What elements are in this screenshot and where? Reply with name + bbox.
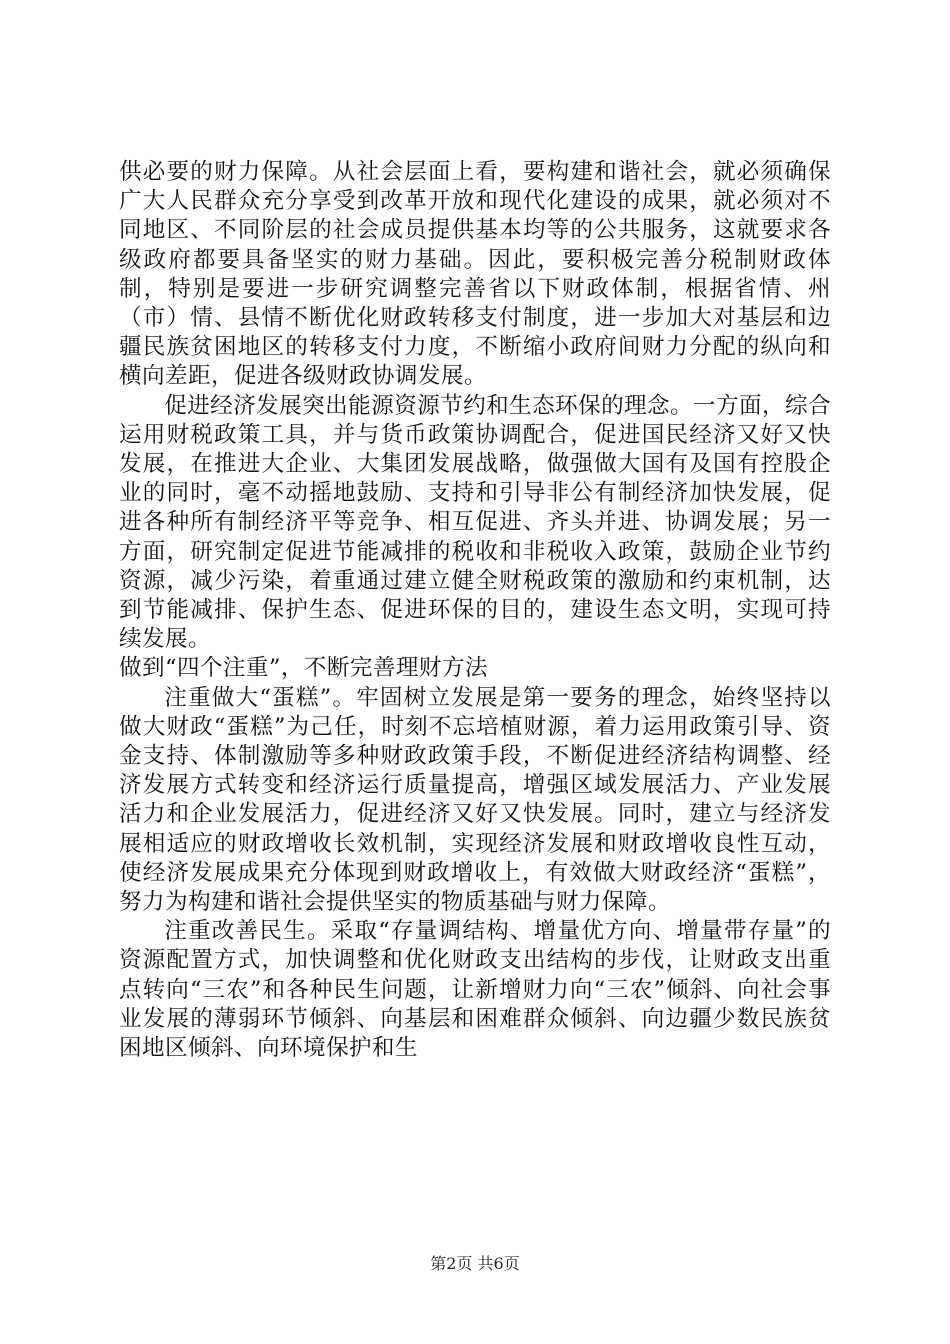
paragraph-2: 促进经济发展突出能源资源节约和生态环保的理念。一方面，综合运用财税政策工具，并与货币政策协调配合，促进国民经济又好又快发展，在推进大企业、大集团发展战略，做强做大国有及国有控股企业的同时，毫不动摇地鼓励、支持和引导非公有制经济加快发展，促进各种所有制经济平等竞争、相互促进、齐头并进、协调发展；另一方面，研究制定促进节能减排的税收和非税收入政策，鼓励企业节约资源，减少污染，着重通过建立健全财税政策的激励和约束机制，达到节能减排、保护生态、促进环保的目的，建设生态文明，实现可持续发展。	[119, 392, 832, 653]
page-footer: 第2页 共6页	[430, 1254, 520, 1273]
paragraph-3: 注重做大“蛋糕”。牢固树立发展是第一要务的理念，始终坚持以做大财政“蛋糕”为己任，时刻不忘培植财源，着力运用政策引导、资金支持、体制激励等多种财政政策手段，不断促进经济结构调整、经济发展方式转变和经济运行质量提高，增强区域发展活力、产业发展活力和企业发展活力，促进经济又好又快发展。同时，建立与经济发展相适应的财政增收长效机制，实现经济发展和财政增收良性互动，使经济发展成果充分体现到财政增收上，有效做大财政经济“蛋糕”，努力为构建和谐社会提供坚实的物质基础与财力保障。	[119, 684, 831, 916]
paragraph-1: 供必要的财力保障。从社会层面上看，要构建和谐社会，就必须确保广大人民群众充分享受到改革开放和现代化建设的成果，就必须对不同地区、不同阶层的社会成员提供基本均等的公共服务，这就要求各级政府都要具备坚实的财力基础。因此，要积极完善分税制财政体制，特别是要进一步研究调整完善省以下财政体制，根据省情、州（市）情、县情不断优化财政转移支付制度，进一步加大对基层和边疆民族贫困地区的转移支付力度，不断缩小政府间财力分配的纵向和横向差距，促进各级财政协调发展。	[119, 159, 831, 390]
paragraph-4: 注重改善民生。采取“存量调结构、增量优方向、增量带存量”的资源配置方式，加快调整和优化财政支出结构的步伐，让财政支出重点转向“三农”和各种民生问题，让新增财力向“三农”倾斜、向社会事业发展的薄弱环节倾斜、向基层和困难群众倾斜、向边疆少数民族贫困地区倾斜、向环境保护和生	[119, 918, 831, 1062]
document-body	[119, 158, 831, 1063]
section-heading: 做到“四个注重”，不断完善理财方法	[119, 655, 488, 682]
